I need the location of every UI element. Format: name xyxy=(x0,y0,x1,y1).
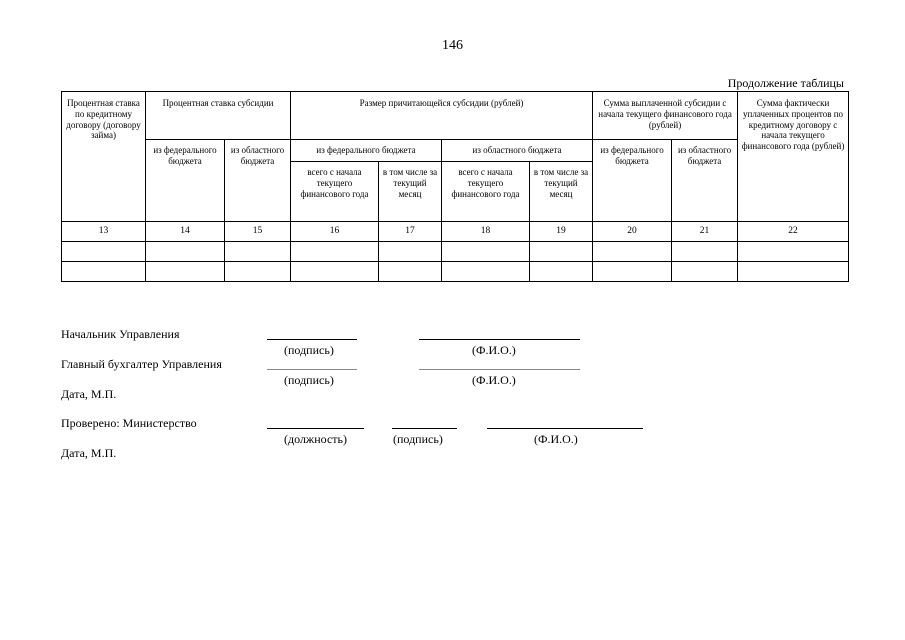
caption-position: (должность) xyxy=(284,432,347,446)
column-number: 22 xyxy=(738,222,849,242)
table-cell xyxy=(291,242,379,262)
chief-accountant-label: Главный бухгалтер Управления xyxy=(61,357,222,371)
header-due-federal-month: в том числе за текущий месяц xyxy=(379,162,442,222)
table-row xyxy=(62,242,849,262)
header-due-regional-total: всего с начала текущего финансового года xyxy=(442,162,530,222)
column-number: 15 xyxy=(225,222,291,242)
fio-line xyxy=(487,428,643,429)
table-cell xyxy=(146,262,225,282)
table-cell xyxy=(530,262,593,282)
table-cell xyxy=(379,262,442,282)
fio-line xyxy=(419,339,580,340)
column-number: 13 xyxy=(62,222,146,242)
table-cell xyxy=(225,262,291,282)
table-cell xyxy=(593,242,672,262)
caption-signature: (подпись) xyxy=(284,343,334,357)
table-cell xyxy=(672,242,738,262)
subsidy-table xyxy=(61,91,849,282)
table-cell xyxy=(146,242,225,262)
header-paid-regional: из областного бюджета xyxy=(672,140,738,222)
fio-line xyxy=(419,369,580,370)
table-cell xyxy=(738,242,849,262)
signature-line xyxy=(267,339,357,340)
head-of-department-label: Начальник Управления xyxy=(61,327,180,341)
header-due-regional: из областного бюджета xyxy=(442,140,593,162)
column-number: 20 xyxy=(593,222,672,242)
caption-fio: (Ф.И.О.) xyxy=(534,432,578,446)
column-numbers-row xyxy=(62,222,849,242)
column-number: 19 xyxy=(530,222,593,242)
position-line xyxy=(267,428,364,429)
table-cell xyxy=(379,242,442,262)
column-number: 21 xyxy=(672,222,738,242)
table-continuation-label: Продолжение таблицы xyxy=(727,76,844,90)
column-number: 18 xyxy=(442,222,530,242)
checked-by-ministry-label: Проверено: Министерство xyxy=(61,416,197,430)
table-cell xyxy=(62,242,146,262)
header-paid-federal: из федерального бюджета xyxy=(593,140,672,222)
column-number: 14 xyxy=(146,222,225,242)
header-due-federal: из федерального бюджета xyxy=(291,140,442,162)
header-rate-loan: Процентная ставка по кредитному договору (договору займа) xyxy=(62,92,146,222)
table-cell xyxy=(738,262,849,282)
date-stamp-label: Дата, М.П. xyxy=(61,446,117,460)
table-cell xyxy=(225,242,291,262)
table-cell xyxy=(530,242,593,262)
header-rate-subsidy: Процентная ставка субсидии xyxy=(146,92,291,140)
caption-fio: (Ф.И.О.) xyxy=(472,343,516,357)
header-rate-federal: из федерального бюджета xyxy=(146,140,225,222)
column-number: 17 xyxy=(379,222,442,242)
header-due-regional-month: в том числе за текущий месяц xyxy=(530,162,593,222)
table-cell xyxy=(442,242,530,262)
table-cell xyxy=(672,262,738,282)
header-due-federal-total: всего с начала текущего финансового года xyxy=(291,162,379,222)
table-cell xyxy=(62,262,146,282)
table-row xyxy=(62,262,849,282)
header-actual-interest: Сумма фактически уплаченных процентов по кредитному договору с начала текущего финансового года (рублей) xyxy=(738,92,849,222)
caption-fio: (Ф.И.О.) xyxy=(472,373,516,387)
page-number: 146 xyxy=(442,38,463,53)
caption-signature: (подпись) xyxy=(284,373,334,387)
table-cell xyxy=(593,262,672,282)
date-stamp-label: Дата, М.П. xyxy=(61,387,117,401)
header-rate-regional: из областного бюджета xyxy=(225,140,291,222)
signature-line xyxy=(392,428,457,429)
signature-line xyxy=(267,369,357,370)
header-subsidy-paid: Сумма выплаченной субсидии с начала текущего финансового года (рублей) xyxy=(593,92,738,140)
table-cell xyxy=(442,262,530,282)
column-number: 16 xyxy=(291,222,379,242)
caption-signature: (подпись) xyxy=(393,432,443,446)
header-subsidy-due: Размер причитающейся субсидии (рублей) xyxy=(291,92,593,140)
table-cell xyxy=(291,262,379,282)
